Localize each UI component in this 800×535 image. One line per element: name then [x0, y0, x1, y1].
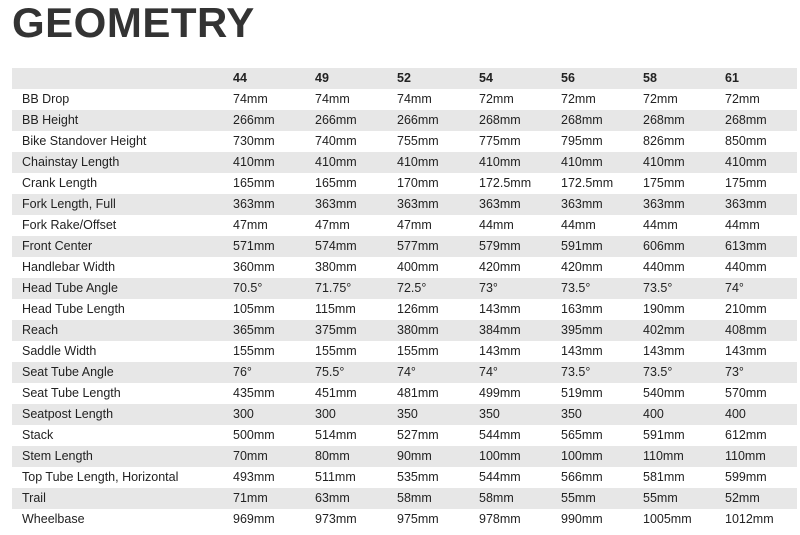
table-cell: 143mm	[715, 341, 797, 362]
row-label: Seat Tube Angle	[12, 362, 223, 383]
table-row	[12, 215, 797, 236]
table-row	[12, 509, 797, 530]
table-cell: 613mm	[715, 236, 797, 257]
table-cell: 105mm	[223, 299, 305, 320]
table-cell: 420mm	[551, 257, 633, 278]
table-cell: 74°	[715, 278, 797, 299]
table-cell: 72mm	[551, 89, 633, 110]
table-cell: 420mm	[469, 257, 551, 278]
table-cell: 110mm	[633, 446, 715, 467]
row-label: Reach	[12, 320, 223, 341]
table-cell: 440mm	[633, 257, 715, 278]
table-cell: 990mm	[551, 509, 633, 530]
table-cell: 363mm	[223, 194, 305, 215]
table-row	[12, 320, 797, 341]
row-label: Head Tube Angle	[12, 278, 223, 299]
table-cell: 363mm	[305, 194, 387, 215]
table-cell: 975mm	[387, 509, 469, 530]
table-cell: 47mm	[305, 215, 387, 236]
row-label: Stack	[12, 425, 223, 446]
table-row	[12, 194, 797, 215]
table-row	[12, 89, 797, 110]
table-cell: 73.5°	[633, 362, 715, 383]
table-row	[12, 257, 797, 278]
table-cell: 172.5mm	[469, 173, 551, 194]
table-cell: 435mm	[223, 383, 305, 404]
table-cell: 268mm	[469, 110, 551, 131]
table-cell: 266mm	[223, 110, 305, 131]
table-cell: 55mm	[633, 488, 715, 509]
row-label: Top Tube Length, Horizontal	[12, 467, 223, 488]
table-cell: 170mm	[387, 173, 469, 194]
table-cell: 175mm	[715, 173, 797, 194]
table-cell: 90mm	[387, 446, 469, 467]
table-cell: 363mm	[633, 194, 715, 215]
table-cell: 363mm	[551, 194, 633, 215]
table-cell: 850mm	[715, 131, 797, 152]
table-cell: 74mm	[387, 89, 469, 110]
table-cell: 71mm	[223, 488, 305, 509]
table-cell: 155mm	[305, 341, 387, 362]
table-row	[12, 467, 797, 488]
table-cell: 365mm	[223, 320, 305, 341]
table-cell: 519mm	[551, 383, 633, 404]
table-cell: 73.5°	[551, 362, 633, 383]
table-cell: 544mm	[469, 467, 551, 488]
table-cell: 571mm	[223, 236, 305, 257]
row-label: Fork Rake/Offset	[12, 215, 223, 236]
table-cell: 44mm	[551, 215, 633, 236]
table-cell: 481mm	[387, 383, 469, 404]
table-cell: 47mm	[387, 215, 469, 236]
row-label: Seat Tube Length	[12, 383, 223, 404]
table-cell: 395mm	[551, 320, 633, 341]
row-label: Seatpost Length	[12, 404, 223, 425]
table-cell: 44mm	[469, 215, 551, 236]
table-cell: 300	[305, 404, 387, 425]
table-cell: 514mm	[305, 425, 387, 446]
table-cell: 360mm	[223, 257, 305, 278]
table-cell: 500mm	[223, 425, 305, 446]
table-cell: 410mm	[223, 152, 305, 173]
row-label: Handlebar Width	[12, 257, 223, 278]
table-cell: 190mm	[633, 299, 715, 320]
table-cell: 380mm	[305, 257, 387, 278]
table-cell: 440mm	[715, 257, 797, 278]
table-cell: 143mm	[551, 341, 633, 362]
table-row	[12, 383, 797, 404]
geometry-table-header	[12, 68, 797, 89]
table-cell: 380mm	[387, 320, 469, 341]
table-row	[12, 173, 797, 194]
table-cell: 363mm	[469, 194, 551, 215]
table-cell: 71.75°	[305, 278, 387, 299]
row-label: Front Center	[12, 236, 223, 257]
table-row	[12, 362, 797, 383]
table-cell: 1005mm	[633, 509, 715, 530]
row-label: Stem Length	[12, 446, 223, 467]
table-cell: 100mm	[551, 446, 633, 467]
table-cell: 80mm	[305, 446, 387, 467]
table-cell: 410mm	[715, 152, 797, 173]
table-cell: 126mm	[387, 299, 469, 320]
table-cell: 350	[551, 404, 633, 425]
table-cell: 300	[223, 404, 305, 425]
table-cell: 363mm	[715, 194, 797, 215]
table-cell: 775mm	[469, 131, 551, 152]
table-cell: 172.5mm	[551, 173, 633, 194]
table-cell: 410mm	[305, 152, 387, 173]
table-cell: 591mm	[551, 236, 633, 257]
table-cell: 451mm	[305, 383, 387, 404]
table-cell: 730mm	[223, 131, 305, 152]
table-cell: 527mm	[387, 425, 469, 446]
table-cell: 76°	[223, 362, 305, 383]
row-label: Fork Length, Full	[12, 194, 223, 215]
row-label: Bike Standover Height	[12, 131, 223, 152]
table-cell: 73.5°	[633, 278, 715, 299]
table-cell: 511mm	[305, 467, 387, 488]
table-cell: 73°	[469, 278, 551, 299]
table-row	[12, 341, 797, 362]
table-cell: 826mm	[633, 131, 715, 152]
table-cell: 973mm	[305, 509, 387, 530]
table-cell: 565mm	[551, 425, 633, 446]
table-cell: 163mm	[551, 299, 633, 320]
table-cell: 384mm	[469, 320, 551, 341]
table-cell: 410mm	[387, 152, 469, 173]
table-cell: 266mm	[387, 110, 469, 131]
table-cell: 115mm	[305, 299, 387, 320]
table-cell: 410mm	[469, 152, 551, 173]
table-cell: 44mm	[715, 215, 797, 236]
table-cell: 266mm	[305, 110, 387, 131]
table-row	[12, 278, 797, 299]
table-cell: 210mm	[715, 299, 797, 320]
geometry-table	[12, 68, 797, 530]
table-cell: 74°	[387, 362, 469, 383]
table-row	[12, 299, 797, 320]
table-cell: 402mm	[633, 320, 715, 341]
table-cell: 591mm	[633, 425, 715, 446]
table-row	[12, 425, 797, 446]
table-cell: 44mm	[633, 215, 715, 236]
header-cell-size: 61	[715, 68, 797, 89]
table-cell: 70.5°	[223, 278, 305, 299]
table-cell: 268mm	[551, 110, 633, 131]
table-cell: 969mm	[223, 509, 305, 530]
table-cell: 165mm	[223, 173, 305, 194]
table-cell: 566mm	[551, 467, 633, 488]
table-cell: 755mm	[387, 131, 469, 152]
table-cell: 410mm	[633, 152, 715, 173]
table-cell: 47mm	[223, 215, 305, 236]
table-cell: 155mm	[223, 341, 305, 362]
table-cell: 570mm	[715, 383, 797, 404]
table-cell: 1012mm	[715, 509, 797, 530]
table-cell: 110mm	[715, 446, 797, 467]
header-cell-size: 54	[469, 68, 551, 89]
table-cell: 579mm	[469, 236, 551, 257]
table-cell: 612mm	[715, 425, 797, 446]
table-cell: 350	[469, 404, 551, 425]
table-cell: 143mm	[469, 299, 551, 320]
table-cell: 75.5°	[305, 362, 387, 383]
table-cell: 795mm	[551, 131, 633, 152]
table-cell: 72mm	[633, 89, 715, 110]
table-cell: 268mm	[715, 110, 797, 131]
table-cell: 155mm	[387, 341, 469, 362]
header-cell-size: 56	[551, 68, 633, 89]
table-row	[12, 152, 797, 173]
row-label: Chainstay Length	[12, 152, 223, 173]
table-cell: 58mm	[387, 488, 469, 509]
header-cell-size: 58	[633, 68, 715, 89]
table-cell: 72.5°	[387, 278, 469, 299]
table-cell: 410mm	[551, 152, 633, 173]
table-cell: 499mm	[469, 383, 551, 404]
table-cell: 740mm	[305, 131, 387, 152]
table-cell: 400	[715, 404, 797, 425]
row-label: Trail	[12, 488, 223, 509]
table-cell: 143mm	[633, 341, 715, 362]
table-row	[12, 488, 797, 509]
table-cell: 55mm	[551, 488, 633, 509]
table-cell: 363mm	[387, 194, 469, 215]
table-row	[12, 404, 797, 425]
table-cell: 978mm	[469, 509, 551, 530]
table-cell: 581mm	[633, 467, 715, 488]
table-cell: 73.5°	[551, 278, 633, 299]
table-cell: 74mm	[223, 89, 305, 110]
table-cell: 599mm	[715, 467, 797, 488]
table-cell: 63mm	[305, 488, 387, 509]
header-cell-size: 44	[223, 68, 305, 89]
table-cell: 74°	[469, 362, 551, 383]
page-title: GEOMETRY	[12, 0, 255, 46]
table-cell: 375mm	[305, 320, 387, 341]
table-cell: 544mm	[469, 425, 551, 446]
table-cell: 72mm	[469, 89, 551, 110]
header-row	[12, 68, 797, 89]
table-cell: 493mm	[223, 467, 305, 488]
table-row	[12, 131, 797, 152]
table-cell: 74mm	[305, 89, 387, 110]
table-cell: 540mm	[633, 383, 715, 404]
table-row	[12, 236, 797, 257]
table-cell: 268mm	[633, 110, 715, 131]
header-cell-size: 49	[305, 68, 387, 89]
row-label: Saddle Width	[12, 341, 223, 362]
table-cell: 577mm	[387, 236, 469, 257]
header-cell-label	[12, 68, 223, 89]
header-cell-size: 52	[387, 68, 469, 89]
table-cell: 70mm	[223, 446, 305, 467]
table-row	[12, 110, 797, 131]
table-cell: 408mm	[715, 320, 797, 341]
table-cell: 52mm	[715, 488, 797, 509]
row-label: BB Height	[12, 110, 223, 131]
table-cell: 400	[633, 404, 715, 425]
table-cell: 73°	[715, 362, 797, 383]
table-cell: 535mm	[387, 467, 469, 488]
table-row	[12, 446, 797, 467]
table-cell: 72mm	[715, 89, 797, 110]
row-label: Crank Length	[12, 173, 223, 194]
row-label: BB Drop	[12, 89, 223, 110]
table-cell: 574mm	[305, 236, 387, 257]
row-label: Head Tube Length	[12, 299, 223, 320]
table-cell: 58mm	[469, 488, 551, 509]
table-cell: 350	[387, 404, 469, 425]
table-cell: 165mm	[305, 173, 387, 194]
table-cell: 606mm	[633, 236, 715, 257]
table-cell: 175mm	[633, 173, 715, 194]
row-label: Wheelbase	[12, 509, 223, 530]
table-cell: 143mm	[469, 341, 551, 362]
geometry-table-body	[12, 89, 797, 530]
table-cell: 400mm	[387, 257, 469, 278]
table-cell: 100mm	[469, 446, 551, 467]
